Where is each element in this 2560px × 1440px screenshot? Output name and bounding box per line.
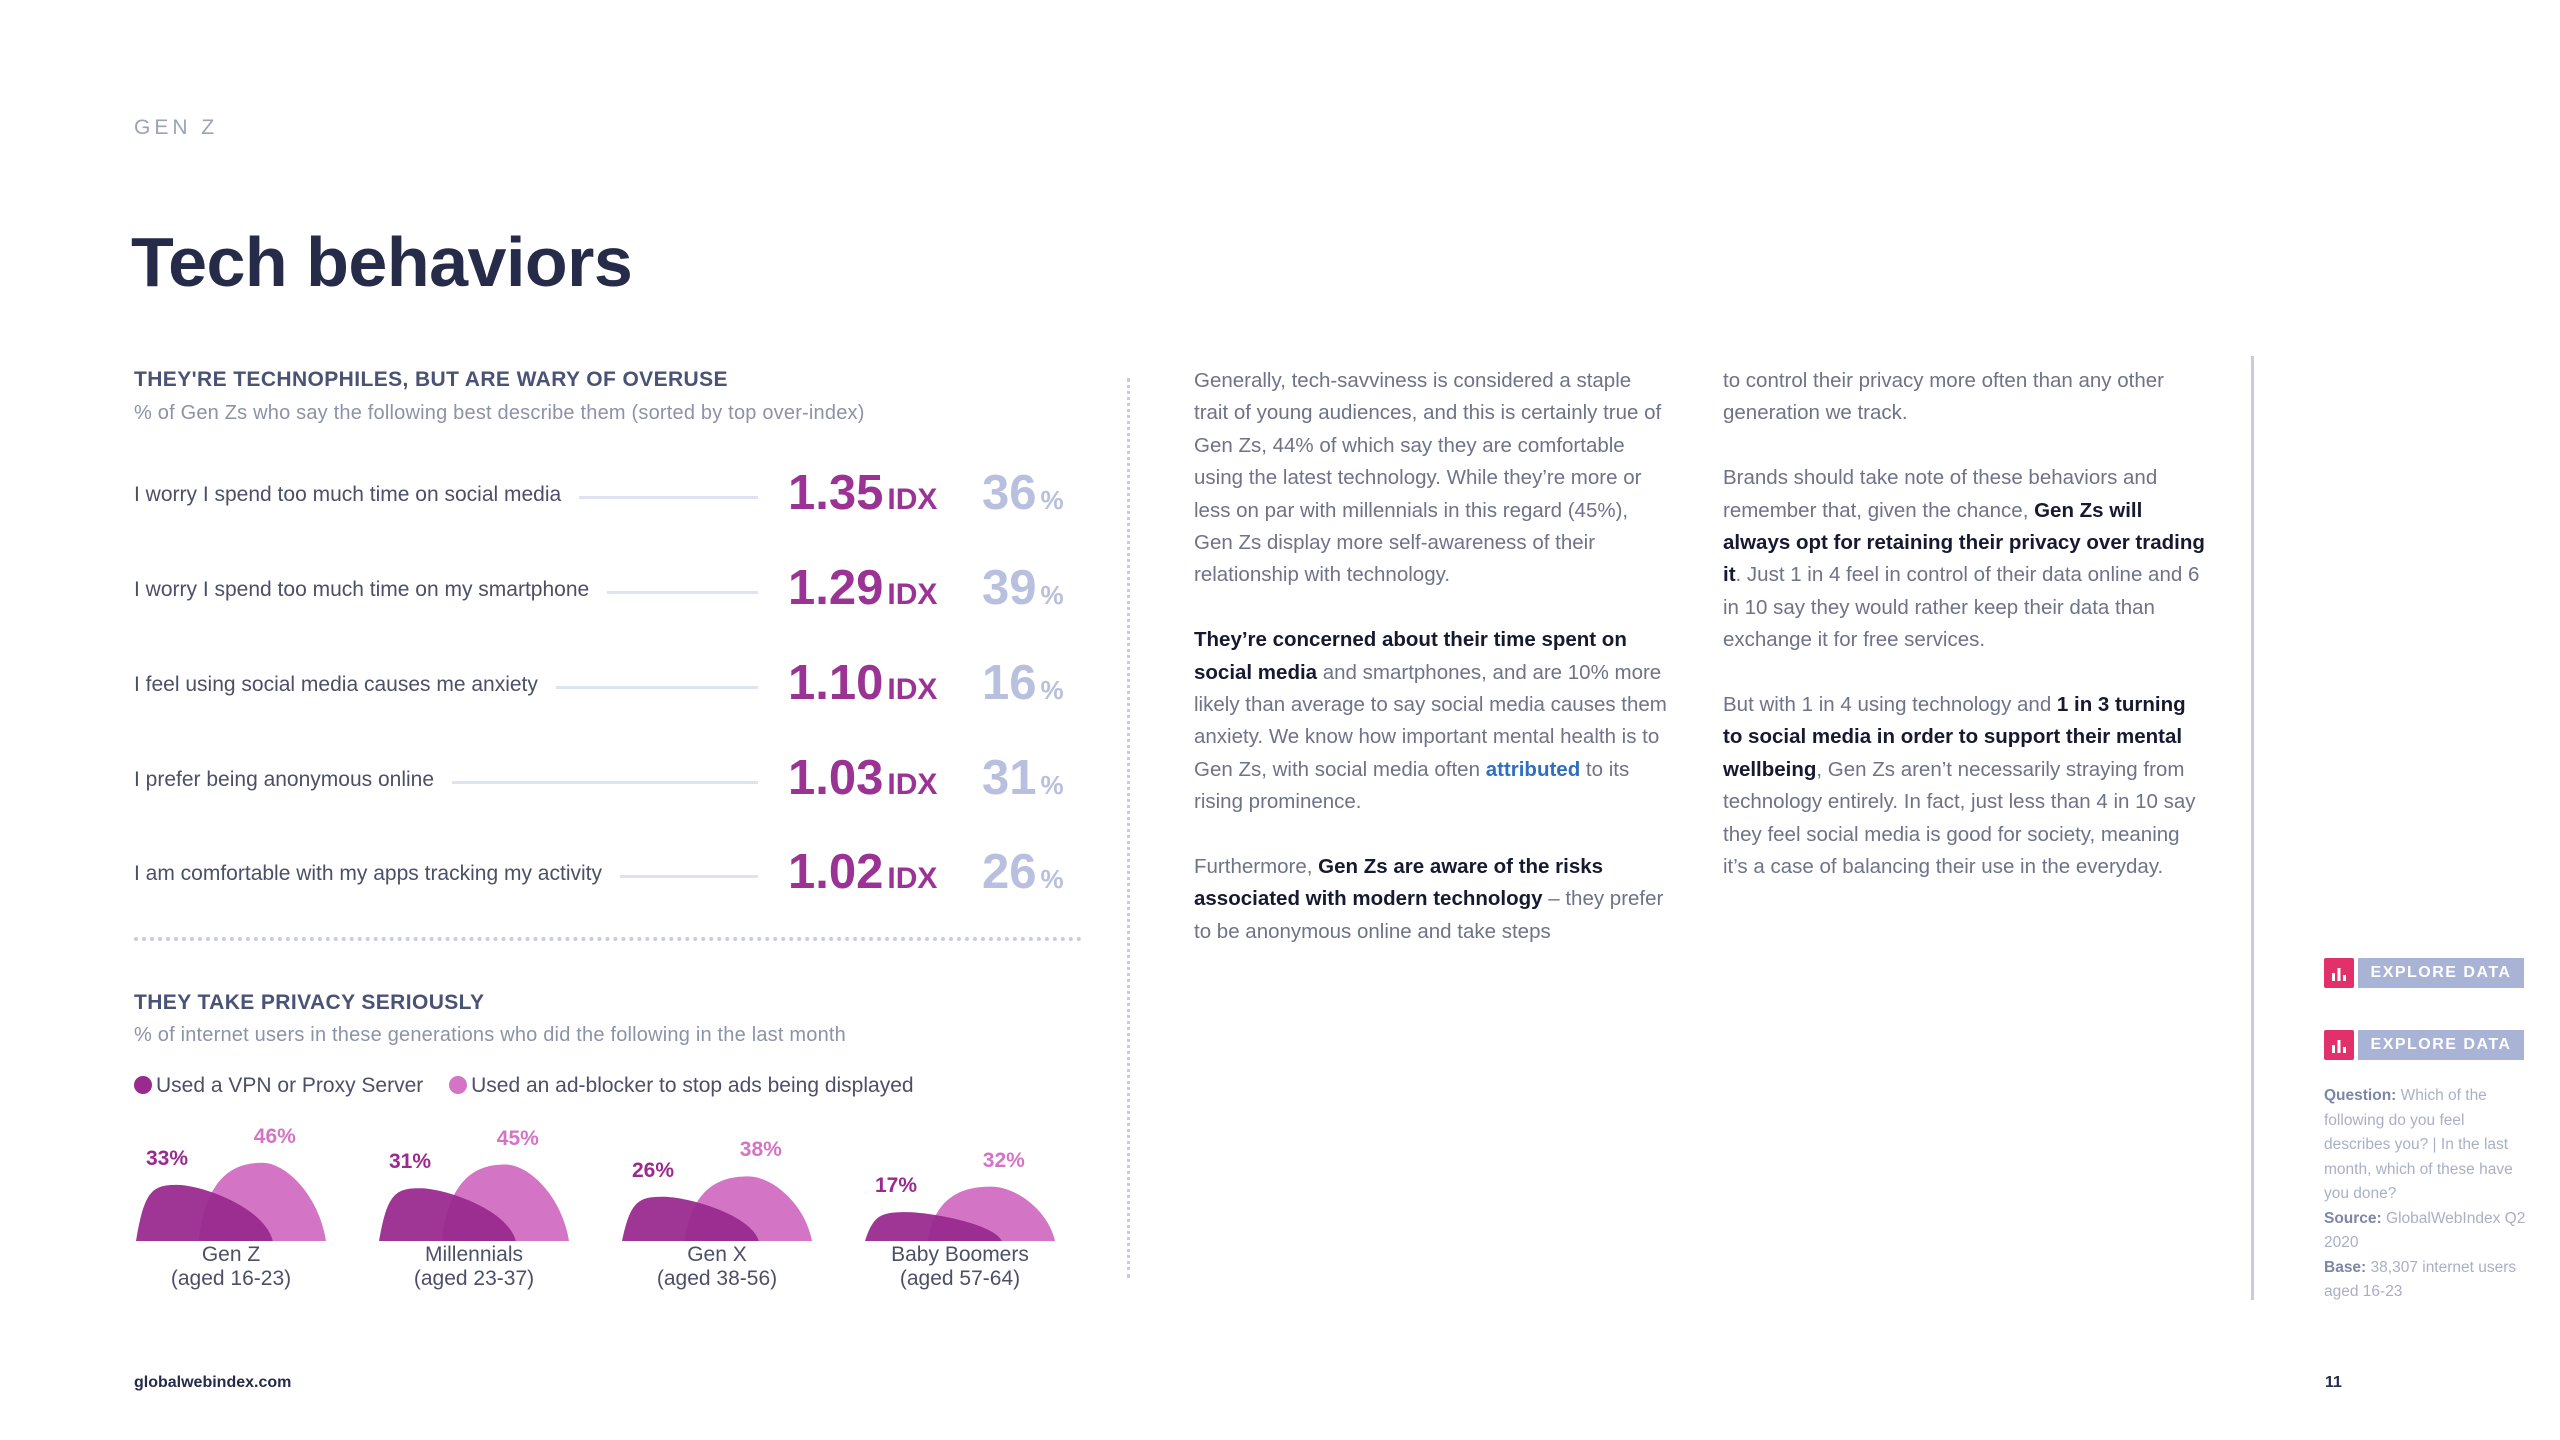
bar-chart-icon	[2324, 1030, 2354, 1060]
body-paragraph: Generally, tech-savviness is considered a staple trait of young audiences, and this is certainly true of Gen Zs, 44% of which say they are comfortable using the latest technology. While they’re more or less on par with millennials in this regard (45%), Gen Zs display more self-awareness of their relationship with technology.	[1194, 369, 1662, 587]
stat-label: I worry I spend too much time on social media	[134, 483, 579, 507]
explore-data-button-2[interactable]	[2324, 1030, 2524, 1060]
vpn-value-label: 26%	[632, 1158, 675, 1182]
generation-label	[379, 1243, 569, 1291]
index-number: 1.10	[788, 656, 884, 710]
percent-unit: %	[1040, 485, 1064, 515]
adblock-value-label: 46%	[253, 1124, 296, 1148]
vpn-value-label: 33%	[146, 1146, 189, 1170]
generation-label	[136, 1243, 326, 1291]
generation-age-range: (aged 16-23)	[170, 1267, 292, 1290]
body-text: Furthermore,	[1194, 855, 1319, 879]
generation-label	[622, 1243, 812, 1291]
technophiles-heading: THEY'RE TECHNOPHILES, BUT ARE WARY OF OVERUSE	[134, 368, 728, 391]
column-divider-dotted	[1127, 378, 1130, 1278]
page-title: Tech behaviors	[131, 223, 633, 301]
sidebar-divider	[2251, 356, 2254, 1300]
base-label: Base:	[2324, 1258, 2367, 1276]
body-column-2	[1723, 365, 2205, 916]
body-paragraph	[1194, 851, 1670, 948]
emphasis-text: They’re concerned about their time spent on social media	[1194, 628, 1627, 684]
percent-unit: %	[1040, 864, 1064, 894]
index-number: 1.02	[788, 845, 884, 899]
page-number: 11	[2325, 1374, 2342, 1391]
generation-name: Gen X	[687, 1243, 747, 1266]
source-label: Source:	[2324, 1209, 2382, 1227]
emphasis-text: Gen Zs are aware of the risks associated with modern technology	[1194, 855, 1604, 911]
question-label: Question:	[2324, 1087, 2397, 1104]
index-unit: IDX	[887, 673, 938, 706]
body-text: But with 1 in 4 using technology and	[1723, 693, 2057, 717]
bar-chart-icon	[2324, 958, 2354, 988]
percent-number: 39	[982, 561, 1037, 615]
base-text: 38,307 internet users aged 16-23	[2324, 1258, 2517, 1300]
privacy-subheading: % of internet users in these generations who did the following in the last month	[134, 1024, 846, 1046]
technophiles-subheading: % of Gen Zs who say the following best describe them (sorted by top over-index)	[134, 402, 865, 424]
stat-label: I feel using social media causes me anxiety	[134, 673, 556, 697]
body-text: , Gen Zs aren’t necessarily straying from technology entirely. In fact, just less than 4 in 10 say they feel social media is good for society, meaning it’s a case of balancing their use in the everyday.	[1723, 757, 2196, 879]
percent-unit: %	[1040, 580, 1064, 610]
index-unit: IDX	[887, 578, 938, 611]
body-text: Brands should take note of these behaviors and remember that, given the chance,	[1723, 466, 2158, 522]
percent-number: 31	[982, 751, 1037, 805]
percent-number: 36	[982, 466, 1037, 520]
question-text: Which of the following do you feel describes you? | In the last month, which of these have you done?	[2324, 1087, 2513, 1202]
body-text: and smartphones, and are 10% more likely than average to say social media causes them anxiety. We know how important mental health is to Gen Zs, with social media often	[1194, 660, 1667, 781]
body-paragraph: to control their privacy more often than any other generation we track.	[1723, 369, 2164, 425]
vpn-value-label: 17%	[875, 1174, 918, 1198]
generation-age-range: (aged 23-37)	[413, 1267, 535, 1290]
stat-label: I prefer being anonymous online	[134, 768, 452, 792]
body-paragraph	[1723, 462, 2205, 656]
index-unit: IDX	[887, 862, 938, 895]
generation-name: Gen Z	[201, 1243, 261, 1266]
stat-label: I am comfortable with my apps tracking my activity	[134, 862, 620, 886]
index-number: 1.35	[788, 466, 884, 520]
body-paragraph	[1194, 624, 1670, 818]
index-unit: IDX	[887, 768, 938, 801]
explore-data-label: EXPLORE DATA	[2358, 1030, 2524, 1060]
explore-data-label: EXPLORE DATA	[2358, 958, 2524, 988]
body-text: to its rising prominence.	[1194, 757, 1630, 814]
section-label: GEN Z	[134, 116, 219, 139]
percent-number: 26	[982, 845, 1037, 899]
generation-age-range: (aged 57-64)	[899, 1267, 1021, 1290]
index-number: 1.29	[788, 561, 884, 615]
generation-name: Baby Boomers	[891, 1243, 1029, 1266]
percent-unit: %	[1040, 675, 1064, 705]
index-number: 1.03	[788, 751, 884, 805]
legend-label-vpn: Used a VPN or Proxy Server	[156, 1074, 424, 1097]
footer-url[interactable]: globalwebindex.com	[134, 1374, 292, 1391]
percent-number: 16	[982, 656, 1037, 710]
emphasis-text: 1 in 3 turning to social media in order to support their mental wellbeing	[1723, 693, 2186, 781]
body-text: . Just 1 in 4 feel in control of their data online and 6 in 10 say they would rather keep their data than exchange it for free services.	[1723, 563, 2200, 652]
body-text: – they prefer to be anonymous online and take steps	[1194, 887, 1664, 943]
attributed-link[interactable]: attributed	[1485, 757, 1581, 781]
privacy-heading: THEY TAKE PRIVACY SERIOUSLY	[134, 991, 485, 1014]
stat-label: I worry I spend too much time on my smartphone	[134, 578, 607, 602]
generation-age-range: (aged 38-56)	[656, 1267, 778, 1290]
vpn-value-label: 31%	[389, 1150, 432, 1174]
legend-label-adblock: Used an ad-blocker to stop ads being displayed	[471, 1074, 914, 1097]
percent-unit: %	[1040, 770, 1064, 800]
adblock-value-label: 32%	[982, 1148, 1025, 1172]
source-notes	[2324, 1084, 2534, 1305]
source-text: GlobalWebIndex Q2 2020	[2324, 1209, 2526, 1251]
emphasis-text: Gen Zs will always opt for retaining their privacy over trading it	[1723, 498, 2205, 587]
generation-name: Millennials	[424, 1243, 524, 1266]
adblock-value-label: 38%	[739, 1138, 782, 1162]
explore-data-button-1[interactable]	[2324, 958, 2524, 988]
index-unit: IDX	[887, 483, 938, 516]
body-paragraph	[1723, 689, 2205, 883]
generation-label	[865, 1243, 1055, 1291]
privacy-chart	[0, 0, 1100, 1320]
adblock-value-label: 45%	[496, 1126, 539, 1150]
body-column-1	[1194, 365, 1670, 981]
